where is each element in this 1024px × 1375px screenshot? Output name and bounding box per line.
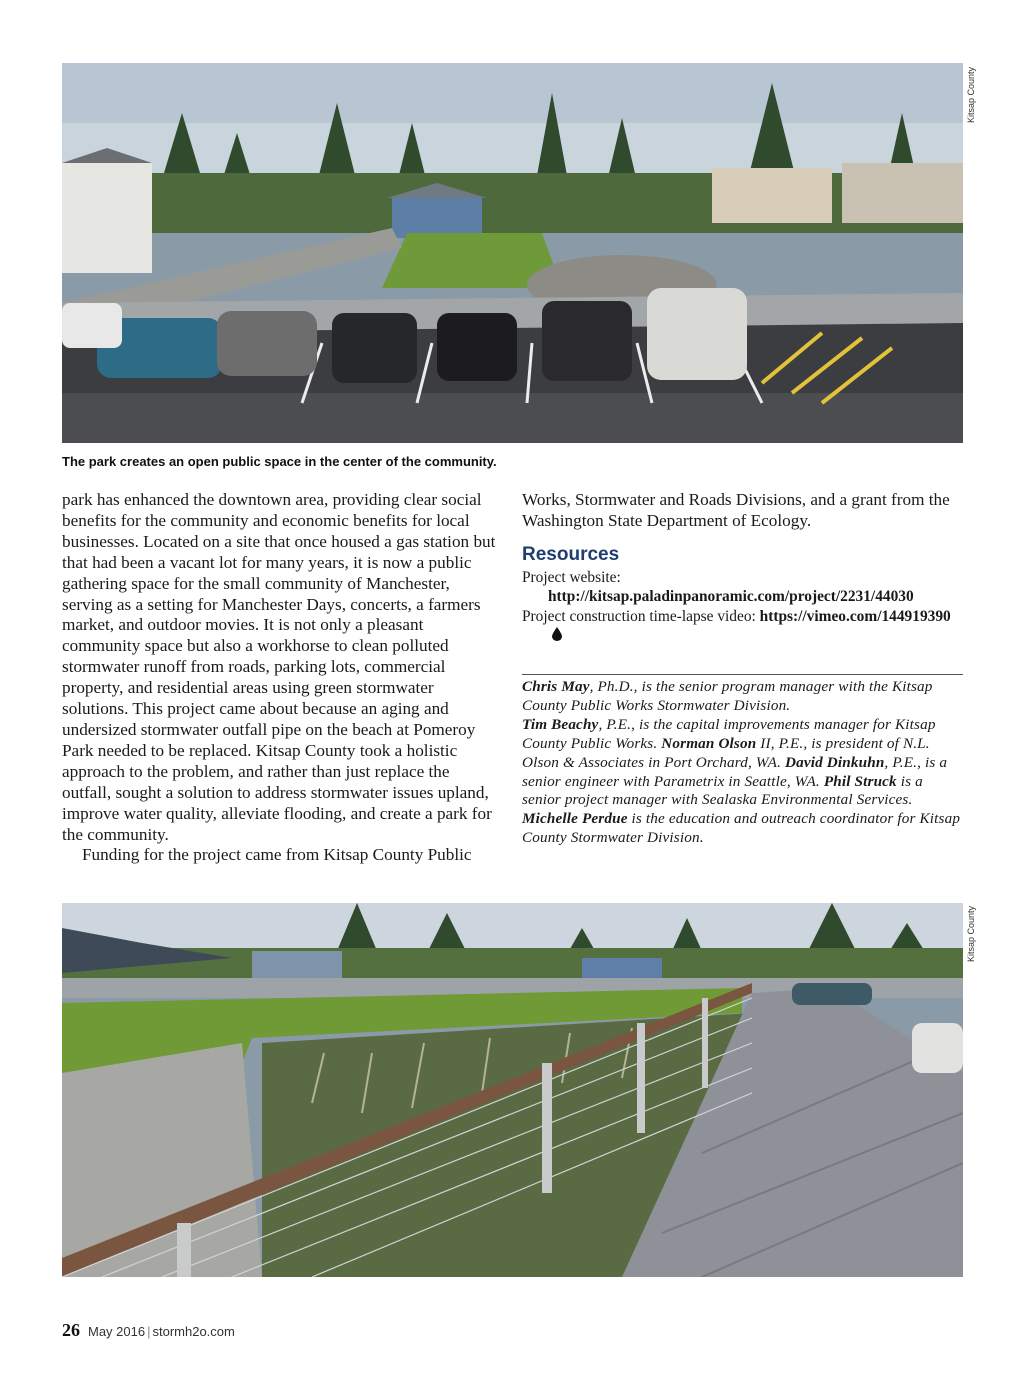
body-continuation: Works, Stormwater and Roads Divisions, and a grant from the Washington State Department of Ecology. (522, 490, 950, 530)
right-column (522, 490, 964, 646)
resource-website (522, 568, 964, 607)
resource-website-label: Project website: (522, 568, 621, 586)
bottom-photo-illustration (62, 903, 963, 1277)
footer-separator: | (147, 1324, 151, 1339)
site-name[interactable]: stormh2o.com (152, 1324, 235, 1339)
body-paragraph-1: park has enhanced the downtown area, providing clear social benefits for the community and economic benefits for local businesses. Located on a site that once housed a gas station but that had been a vacant lot for many years, it is now a public gathering space for the small community of Manchester, serving as a setting for Manchester Days, concerts, a farmers market, and outdoor movies. It is not only a pleasant community space but also a workhorse to clean polluted stormwater runoff from roads, parking lots, commercial property, and residential areas using green stormwater solutions. This project came about because an aging and undersized stormwater outfall pipe on the beach at Pomeroy Park needed to be replaced. Kitsap County took a holistic approach to the problem, and rather than just replace the outfall, sought a solution to address stormwater issues upland, improve water quality, alleviate flooding, and create a park for the community. (62, 490, 496, 844)
bio-3-name: Norman Olson (661, 734, 757, 752)
bio-1-name: Chris May (522, 678, 590, 695)
bio-5-name: Phil Struck (823, 772, 897, 790)
resource-video-label: Project construction time-lapse video: (522, 607, 760, 625)
bio-4-name: David Dinkuhn (784, 753, 885, 771)
bio-6-name: Michelle Perdue (522, 810, 628, 828)
left-column (62, 490, 502, 866)
bio-5-text: is a senior project manager with Sealaska Environmental Services. (522, 772, 923, 809)
resource-video (522, 607, 964, 646)
bio-divider (522, 674, 963, 675)
issue-date: May 2016 (88, 1324, 146, 1339)
photo-caption: The park creates an open public space in the center of the community. (62, 454, 497, 469)
body-paragraph-2: Funding for the project came from Kitsap County Public (82, 845, 472, 865)
top-photo-illustration (62, 63, 963, 443)
page-footer (62, 1320, 235, 1341)
author-bios (522, 678, 964, 848)
resource-website-link[interactable]: http://kitsap.paladinpanoramic.com/project/2231/44030 (548, 588, 914, 606)
top-photo (62, 63, 963, 443)
bio-2 (522, 716, 964, 848)
resource-video-link[interactable]: https://vimeo.com/144919390 (759, 607, 951, 625)
resources-heading: Resources (522, 543, 620, 565)
bottom-photo-credit: Kitsap County (966, 905, 976, 962)
water-drop-icon (552, 627, 562, 641)
top-photo-credit: Kitsap County (966, 66, 976, 123)
bottom-photo (62, 903, 963, 1277)
page-number: 26 (62, 1320, 80, 1340)
bio-4-text: , P.E., is a senior engineer with Parametrix in Seattle, WA. (522, 753, 948, 790)
bio-6-text: is the education and outreach coordinator for Kitsap County Stormwater Division. (522, 810, 961, 847)
bio-2-name: Tim Beachy (522, 715, 599, 733)
bio-2-text: , P.E., is the capital improvements manager for Kitsap County Public Works. (522, 715, 936, 752)
bio-1 (522, 678, 964, 716)
bio-3-text: II, P.E., is president of N.L. Olson & Associates in Port Orchard, WA. (522, 734, 930, 771)
bio-1-text: , Ph.D., is the senior program manager with the Kitsap County Public Works Stormwater Division. (522, 678, 933, 714)
